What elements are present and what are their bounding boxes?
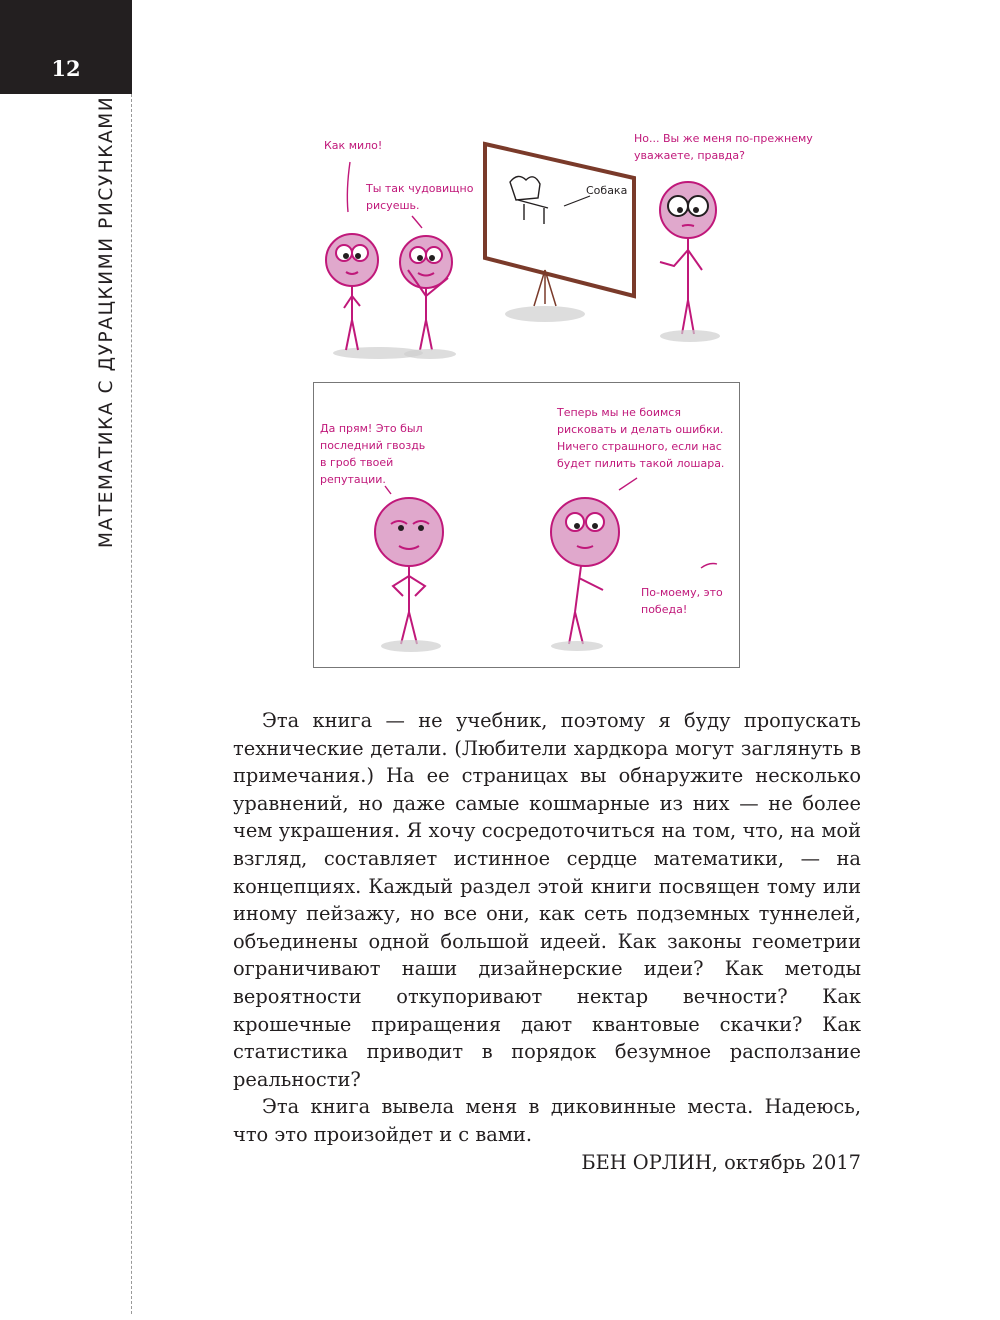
comic-bottom	[313, 382, 740, 668]
body-text	[233, 707, 861, 1176]
right-speech-line4: будет пилить такой лошара.	[557, 457, 725, 470]
left-speech-line1: Да прям! Это был	[320, 422, 423, 435]
right-speech-line1: Теперь мы не боимся	[557, 406, 681, 419]
teacher-speech-line1: Но... Вы же меня по-прежнему	[634, 132, 813, 145]
page-number: 12	[51, 56, 81, 81]
comic-top	[300, 120, 830, 370]
paragraph-2: Эта книга вывела меня в диковинные места. Надеюсь, что это произойдет и с вами.	[233, 1095, 861, 1146]
paragraph-1: Эта книга — не учебник, поэтому я буду пропускать технические детали. (Любители хардкора могут заглянуть в примечания.) На ее страницах вы обнаружите несколько уравнений, но даже самые кошмарные из них — не более чем украшения. Я хочу сосредоточиться на том, что, на мой взгляд, составляет истинное сердце математики, — на концепциях. Каждый раздел этой книги посвящен тому или иному пейзажу, но все они, как сеть подземных туннелей, объединены одной большой идеей. Как законы геометрии ограничивают наши дизайнерские идеи? Как методы вероятности откупоривают нектар вечности? Как крошечные приращения дают квантовые скачки? Как статистика приводит в порядок безумное расползание реальности?	[233, 709, 861, 1091]
left-speech-line3: в гроб твоей	[320, 456, 394, 469]
char2-speech-line2: рисуешь.	[366, 199, 420, 212]
char2-speech-line1: Ты так чудовищно	[366, 182, 474, 195]
character-2	[400, 236, 452, 350]
aside-speech-line2: победа!	[641, 603, 688, 616]
character-1	[326, 234, 378, 350]
aside-speech-line1: По-моему, это	[641, 586, 723, 599]
teacher-speech-line2: уважаете, правда?	[634, 149, 745, 162]
char1-speech: Как мило!	[324, 139, 383, 152]
right-speech-line3: Ничего страшного, если нас	[557, 440, 722, 453]
whiteboard	[485, 144, 634, 322]
board-label: Собака	[586, 184, 628, 197]
signature: БЕН ОРЛИН, октябрь 2017	[581, 1150, 861, 1174]
left-speech-line2: последний гвоздь	[320, 439, 426, 452]
right-speech-line2: рисковать и делать ошибки.	[557, 423, 724, 436]
left-speech-line4: репутации.	[320, 473, 386, 486]
margin-dashed-line	[131, 94, 132, 1314]
character-teacher	[660, 182, 716, 334]
running-title: МАТЕМАТИКА С ДУРАЦКИМИ РИСУНКАМИ	[96, 95, 117, 548]
